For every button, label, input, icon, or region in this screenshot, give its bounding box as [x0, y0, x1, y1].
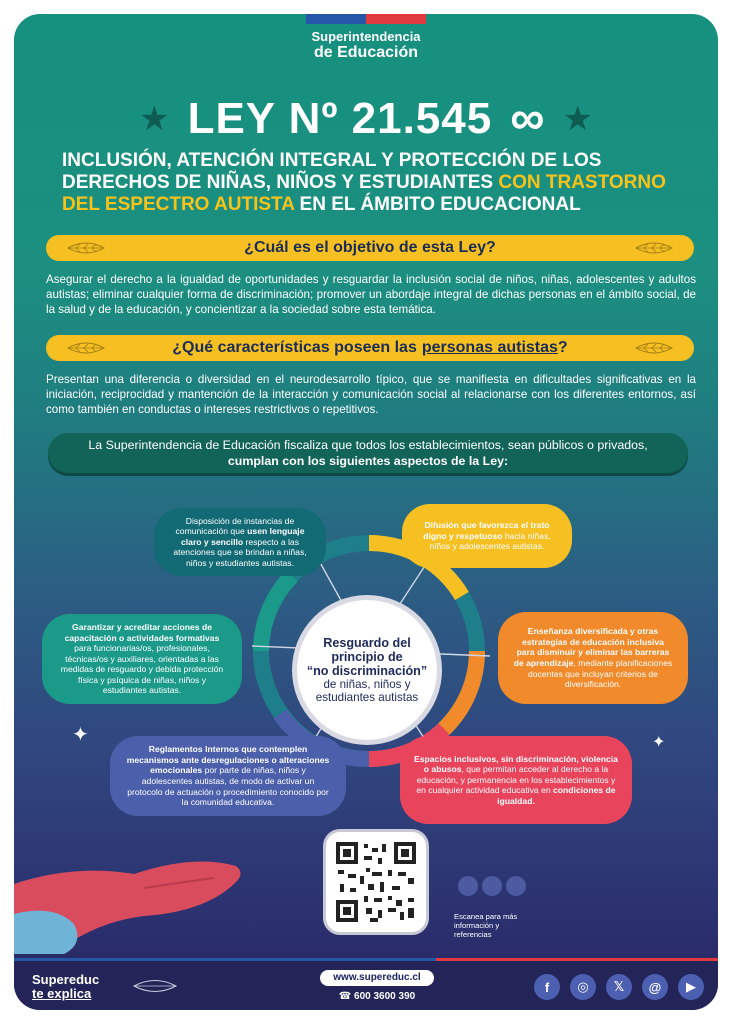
- instagram-icon[interactable]: ◎: [570, 974, 596, 1000]
- subtitle-part1: INCLUSIÓN, ATENCIÓN INTEGRAL Y PROTECCIÓN DE LOS DERECHOS DE NIÑAS, NIÑOS Y ESTUDIANTES: [62, 150, 602, 193]
- youtube-icon[interactable]: ▶: [678, 974, 704, 1000]
- center-principle: [297, 600, 437, 740]
- flag-stripe: [306, 14, 426, 24]
- star-icon: ★: [139, 100, 170, 138]
- threads-icon[interactable]: @: [642, 974, 668, 1000]
- leaf-icon: [132, 977, 178, 995]
- answer-characteristics: Presentan una diferencia o diversidad en el neurodesarrollo típico, que se manifiesta en dificultades significativas en la iniciación, reciprocidad y mantención de la interacción y comunicación social al relacionarse con los diferentes entornos, así como también en conductas o intereses restrictivos o repetitivos.: [46, 373, 696, 416]
- question-characteristics-suffix: ?: [557, 339, 568, 356]
- subtitle-part2: EN EL ÁMBITO EDUCACIONAL: [299, 194, 581, 215]
- aspect-text: respecto a las atenciones que se brindan a niñas, niños y estudiantes autistas.: [173, 536, 307, 568]
- brand-logo: [14, 30, 718, 62]
- aspect-bold: Difusión que favorezca el trato digno y respetuoso: [423, 520, 550, 541]
- question-characteristics-prefix: ¿Qué características poseen las: [172, 339, 417, 356]
- star-icon: ★: [562, 100, 593, 138]
- brand-line1: Superintendencia: [311, 29, 421, 44]
- sparkle-icon: ✦: [652, 734, 666, 751]
- footer-brand: [32, 973, 99, 1001]
- aspect-diversified-teaching: [498, 612, 688, 704]
- aspect-bold: Reglamentos Internos que contemplen mecanismos ante desregulaciones o alteraciones emocionales: [126, 744, 330, 776]
- aspect-bold: Espacios inclusivos, sin discriminación, violencia o abusos: [414, 753, 618, 775]
- aspect-text: por parte de niñas, niños y adolescentes autistas, de modo de activar un protocolo de actuación o procedimiento conocido por la comunidad educativa.: [127, 765, 329, 808]
- fiscaliza-bold: cumplan con los siguientes aspectos de la Ley:: [227, 454, 509, 468]
- aspect-inclusive-spaces: [400, 736, 632, 824]
- question-bar-characteristics: [46, 335, 694, 361]
- facebook-icon[interactable]: f: [534, 974, 560, 1000]
- website-link[interactable]: www.supereduc.cl: [320, 970, 434, 986]
- leaf-icon: [634, 340, 674, 356]
- aspect-training: [42, 614, 242, 704]
- phone-number: [320, 991, 434, 1002]
- footer-brand-line1: Supereduc: [32, 972, 100, 987]
- qr-icon: [336, 842, 416, 922]
- question-characteristics-underline: personas autistas: [421, 339, 558, 356]
- aspect-internal-regulations: [110, 736, 346, 816]
- law-title: LEY Nº 21.545: [187, 94, 493, 143]
- aspect-bold: Enseñanza diversificada y otras estrategias de educación inclusiva para disminuir y eliminar las barreras de aprendizaje: [513, 626, 670, 668]
- fiscaliza-text: La Superintendencia de Educación fiscaliza que todos los establecimientos, sean públicos o privados,: [88, 438, 648, 452]
- poster: [14, 14, 718, 1010]
- infinity-icon: ∞: [510, 92, 545, 145]
- leaf-icon: [634, 240, 674, 256]
- aspect-text: Disposición de instancias de comunicación que: [175, 515, 295, 537]
- aspect-bold: usen lenguaje claro y sencillo: [181, 526, 305, 547]
- aspect-bold: Garantizar y acreditar acciones de capacitación o actividades formativas: [64, 621, 220, 643]
- sparkle-icon: ✦: [72, 724, 89, 746]
- title-row: [14, 94, 718, 144]
- aspect-text: hacia niñas, niños y adolescentes autistas.: [429, 530, 551, 552]
- aspect-dignified-treatment: [402, 504, 572, 568]
- center-line3: “no discriminación”: [306, 664, 428, 678]
- aspect-text: , que permitan acceder al derecho a la educación, y permanencia en los establecimientos y en cualquier actividad educativa en: [416, 764, 616, 796]
- fiscaliza-banner: [48, 433, 688, 473]
- qr-code[interactable]: [326, 832, 426, 932]
- center-line2: principio de: [331, 650, 403, 664]
- aspect-bold: condiciones de igualdad.: [497, 785, 616, 806]
- phone-icon: ☎: [338, 991, 352, 1002]
- brand-line2: de Educación: [313, 44, 419, 62]
- social-links: [534, 974, 704, 1000]
- footer: [14, 958, 718, 1010]
- center-line4: de niñas, niños y estudiantes autistas: [315, 678, 419, 704]
- footer-brand-line2: te explica: [32, 986, 92, 1001]
- leaf-icon: [66, 240, 106, 256]
- qr-caption: Escanea para más información y referencias: [454, 912, 518, 939]
- dots-decoration: [458, 876, 526, 896]
- aspect-communication: [154, 508, 326, 576]
- hands-illustration: [14, 844, 244, 954]
- center-line1: Resguardo del: [323, 636, 411, 650]
- aspect-text: para funcionarias/os, profesionales, técnicas/os y auxiliares, orientadas a las medidas de resguardo y debida protección física y psíquica de niñas, niños y estudiantes autistas.: [60, 643, 224, 696]
- aspect-text: , mediante planificaciones docentes que incluyan criterios de diversificación.: [528, 658, 673, 690]
- subtitle: [62, 150, 682, 216]
- question-bar-objective: [46, 235, 694, 261]
- answer-objective: Asegurar el derecho a la igualdad de oportunidades y resguardar la inclusión social de niños, niñas, adolescentes y adultos autistas; eliminar cualquier forma de discriminación; promover un abordaje integral de dichas personas en el ámbito social, de la salud y de la educación, y concientizar a la sociedad sobre esta temática.: [46, 273, 696, 316]
- subtitle-highlight: CON TRASTORNO DEL ESPECTRO AUTISTA: [62, 172, 666, 215]
- question-objective: ¿Cuál es el objetivo de esta Ley?: [244, 239, 496, 256]
- leaf-icon: [66, 340, 106, 356]
- x-icon[interactable]: 𝕏: [606, 974, 632, 1000]
- phone-text: 600 3600 390: [354, 991, 416, 1002]
